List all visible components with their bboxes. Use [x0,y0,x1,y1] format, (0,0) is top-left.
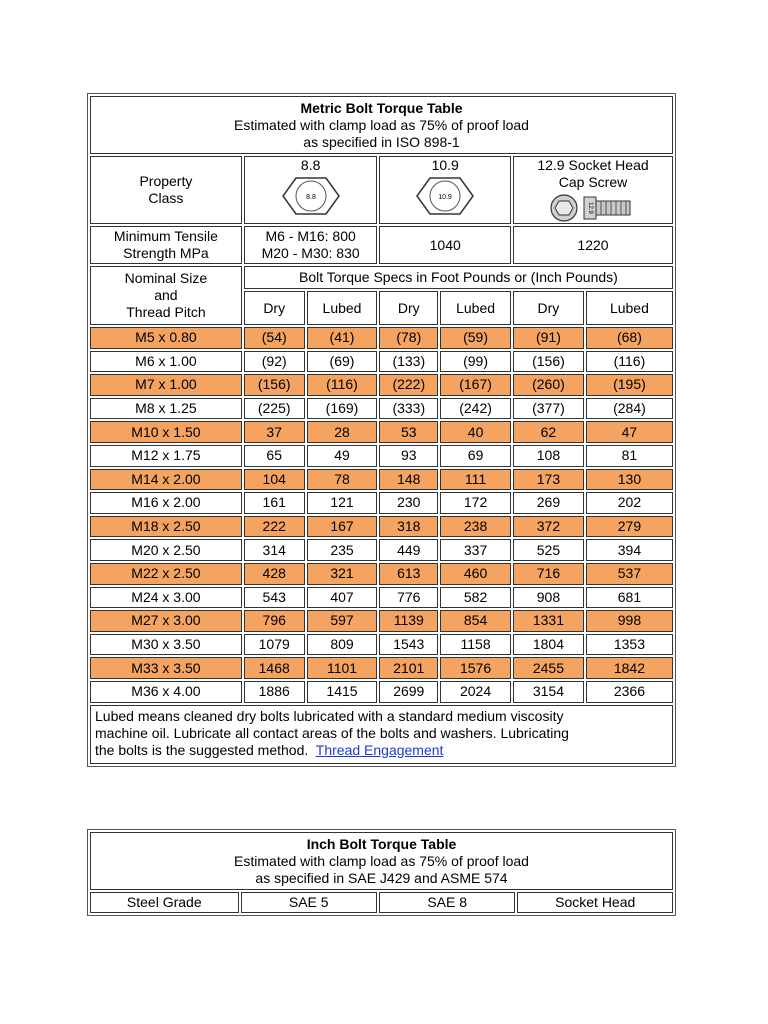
dry-torque-cell: 1139 [379,610,438,632]
thread-size-cell: M24 x 3.00 [90,587,242,609]
thread-size-cell: M5 x 0.80 [90,327,242,349]
dry-torque-cell: (92) [244,351,305,373]
lubed-torque-cell: 809 [307,634,378,656]
class-10-9-label: 10.9 [431,157,459,173]
lubed-torque-cell: 1353 [586,634,673,656]
lubed-torque-cell: 130 [586,469,673,491]
dry-torque-cell: 372 [513,516,584,538]
tensile-strength-10-9: 1040 [379,226,511,264]
dry-torque-cell: 161 [244,492,305,514]
lubed-torque-cell: (242) [440,398,511,420]
lubed-torque-cell: 28 [307,421,378,443]
thread-size-cell: M6 x 1.00 [90,351,242,373]
hex-marking-10-9: 10.9 [438,194,453,201]
hex-bolt-head-icon [281,176,341,216]
dry-torque-cell: 65 [244,445,305,467]
lubed-torque-cell: 854 [440,610,511,632]
lubed-torque-cell: 460 [440,563,511,585]
sae-5-header: SAE 5 [241,892,377,913]
dry-torque-cell: 1886 [244,681,305,703]
thread-size-cell: M30 x 3.50 [90,634,242,656]
screw-marking: 12.9 [587,202,593,214]
lubed-torque-cell: 81 [586,445,673,467]
lubed-torque-cell: 337 [440,539,511,561]
table-row [90,421,673,443]
thread-size-cell: M20 x 2.50 [90,539,242,561]
lubed-header: Lubed [307,291,378,325]
thread-size-cell: M33 x 3.50 [90,657,242,679]
dry-torque-cell: 543 [244,587,305,609]
lubed-torque-cell: 202 [586,492,673,514]
inch-subtitle-line2: as specified in SAE J429 and ASME 574 [255,869,508,886]
inch-table-title-block [90,832,673,890]
inch-subtitle-line1: Estimated with clamp load as 75% of proof load [234,852,529,869]
lubed-torque-cell: 235 [307,539,378,561]
dry-torque-cell: (91) [513,327,584,349]
lubed-torque-cell: 172 [440,492,511,514]
table-row [90,398,673,420]
dry-torque-cell: (156) [244,374,305,396]
table-row [90,374,673,396]
table-row [90,351,673,373]
lubed-torque-cell: 1158 [440,634,511,656]
lubed-torque-cell: (195) [586,374,673,396]
lubed-torque-cell: 1576 [440,657,511,679]
nominal-size-header: Nominal Size and Thread Pitch [90,266,242,325]
lubed-torque-cell: (167) [440,374,511,396]
class-12-9-label-line1: 12.9 Socket Head [537,157,649,173]
dry-torque-cell: 222 [244,516,305,538]
metric-table-title-block [90,96,673,154]
lubed-torque-cell: 407 [307,587,378,609]
dry-torque-cell: 148 [379,469,438,491]
dry-torque-cell: 3154 [513,681,584,703]
class-12-9-label-line2: Cap Screw [558,174,628,190]
thread-size-cell: M27 x 3.00 [90,610,242,632]
property-class-8-8 [244,156,378,224]
lubed-torque-cell: (69) [307,351,378,373]
thread-size-cell: M36 x 4.00 [90,681,242,703]
dry-torque-cell: 62 [513,421,584,443]
dry-torque-cell: 318 [379,516,438,538]
dry-torque-cell: 1804 [513,634,584,656]
steel-grade-header: Steel Grade [90,892,239,913]
lubed-torque-cell: 279 [586,516,673,538]
dry-torque-cell: 37 [244,421,305,443]
thread-size-cell: M16 x 2.00 [90,492,242,514]
dry-torque-cell: 525 [513,539,584,561]
socket-head-cap-screw-icon [548,193,638,223]
lubed-header: Lubed [440,291,511,325]
table-row [90,634,673,656]
dry-torque-cell: 2455 [513,657,584,679]
lubed-torque-cell: 1842 [586,657,673,679]
dry-torque-cell: 449 [379,539,438,561]
lubed-torque-cell: (59) [440,327,511,349]
thread-size-cell: M7 x 1.00 [90,374,242,396]
table-row [90,327,673,349]
dry-header: Dry [513,291,584,325]
dry-header: Dry [244,291,305,325]
lubed-torque-cell: 321 [307,563,378,585]
dry-torque-cell: 314 [244,539,305,561]
dry-header: Dry [379,291,438,325]
lubed-torque-cell: (169) [307,398,378,420]
lubed-torque-cell: 597 [307,610,378,632]
table-row [90,516,673,538]
socket-head-header: Socket Head [517,892,673,913]
lubed-torque-cell: 1101 [307,657,378,679]
table-row [90,681,673,703]
dry-torque-cell: (377) [513,398,584,420]
lubed-torque-cell: 582 [440,587,511,609]
dry-torque-cell: 1331 [513,610,584,632]
lubed-torque-cell: (68) [586,327,673,349]
lubed-torque-cell: 111 [440,469,511,491]
table-row [90,445,673,467]
thread-size-cell: M22 x 2.50 [90,563,242,585]
lubed-torque-cell: 537 [586,563,673,585]
metric-subtitle-line2: as specified in ISO 898-1 [303,133,460,150]
dry-torque-cell: 1543 [379,634,438,656]
lubed-torque-cell: 2366 [586,681,673,703]
lubed-header: Lubed [586,291,673,325]
tensile-strength-12-9: 1220 [513,226,673,264]
lubed-torque-cell: (284) [586,398,673,420]
table-row [90,587,673,609]
dry-torque-cell: 269 [513,492,584,514]
table-row [90,657,673,679]
lubed-torque-cell: 49 [307,445,378,467]
lubed-torque-cell: 238 [440,516,511,538]
table-row [90,492,673,514]
thread-size-cell: M18 x 2.50 [90,516,242,538]
lubed-torque-cell: 121 [307,492,378,514]
dry-torque-cell: 173 [513,469,584,491]
lubed-torque-cell: (99) [440,351,511,373]
lubed-torque-cell: 1415 [307,681,378,703]
dry-torque-cell: (260) [513,374,584,396]
thread-size-cell: M14 x 2.00 [90,469,242,491]
hex-marking-8-8: 8.8 [305,194,316,201]
inch-table-title: Inch Bolt Torque Table [306,835,457,852]
dry-torque-cell: (54) [244,327,305,349]
dry-torque-cell: 2699 [379,681,438,703]
dry-torque-cell: 108 [513,445,584,467]
dry-torque-cell: (333) [379,398,438,420]
dry-torque-cell: (222) [379,374,438,396]
table-row [90,610,673,632]
lubed-torque-cell: 40 [440,421,511,443]
dry-torque-cell: 613 [379,563,438,585]
lubrication-note: Lubed means cleaned dry bolts lubricated with a standard medium viscosity machine oil. Lubricate all contact areas of the bolts and washers. Lubricating the bolts is the suggested method. Thread Engagement [90,705,673,764]
metric-bolt-torque-table [87,93,676,767]
dry-torque-cell: 776 [379,587,438,609]
table-row [90,563,673,585]
hex-bolt-head-icon [415,176,475,216]
dry-torque-cell: (133) [379,351,438,373]
property-class-10-9 [379,156,511,224]
tensile-strength-label: Minimum Tensile Strength MPa [90,226,242,264]
lubed-torque-cell: 167 [307,516,378,538]
lubed-torque-cell: 47 [586,421,673,443]
dry-torque-cell: 908 [513,587,584,609]
thread-size-cell: M12 x 1.75 [90,445,242,467]
dry-torque-cell: (156) [513,351,584,373]
dry-torque-cell: 104 [244,469,305,491]
dry-torque-cell: 53 [379,421,438,443]
dry-torque-cell: 1079 [244,634,305,656]
lubed-torque-cell: 2024 [440,681,511,703]
tensile-strength-8-8: M6 - M16: 800 M20 - M30: 830 [244,226,378,264]
thread-size-cell: M10 x 1.50 [90,421,242,443]
lubed-torque-cell: (116) [307,374,378,396]
dry-torque-cell: 716 [513,563,584,585]
lubed-torque-cell: (116) [586,351,673,373]
lubed-torque-cell: 69 [440,445,511,467]
metric-table-title: Metric Bolt Torque Table [300,99,463,116]
dry-torque-cell: (78) [379,327,438,349]
dry-torque-cell: 796 [244,610,305,632]
dry-torque-cell: 2101 [379,657,438,679]
torque-spec-header: Bolt Torque Specs in Foot Pounds or (Inch Pounds) [244,266,673,289]
thread-size-cell: M8 x 1.25 [90,398,242,420]
dry-torque-cell: 230 [379,492,438,514]
lubed-torque-cell: 78 [307,469,378,491]
property-class-label: Property Class [90,156,242,224]
dry-torque-cell: 1468 [244,657,305,679]
class-8-8-label: 8.8 [300,157,321,173]
table-row [90,539,673,561]
sae-8-header: SAE 8 [379,892,515,913]
lubed-torque-cell: 681 [586,587,673,609]
lubed-torque-cell: (41) [307,327,378,349]
lubed-torque-cell: 998 [586,610,673,632]
metric-subtitle-line1: Estimated with clamp load as 75% of proof load [234,116,529,133]
dry-torque-cell: 428 [244,563,305,585]
inch-bolt-torque-table [87,829,676,916]
lubed-torque-cell: 394 [586,539,673,561]
dry-torque-cell: 93 [379,445,438,467]
table-row [90,469,673,491]
property-class-12-9 [513,156,673,224]
dry-torque-cell: (225) [244,398,305,420]
thread-engagement-link[interactable]: Thread Engagement [315,741,444,758]
